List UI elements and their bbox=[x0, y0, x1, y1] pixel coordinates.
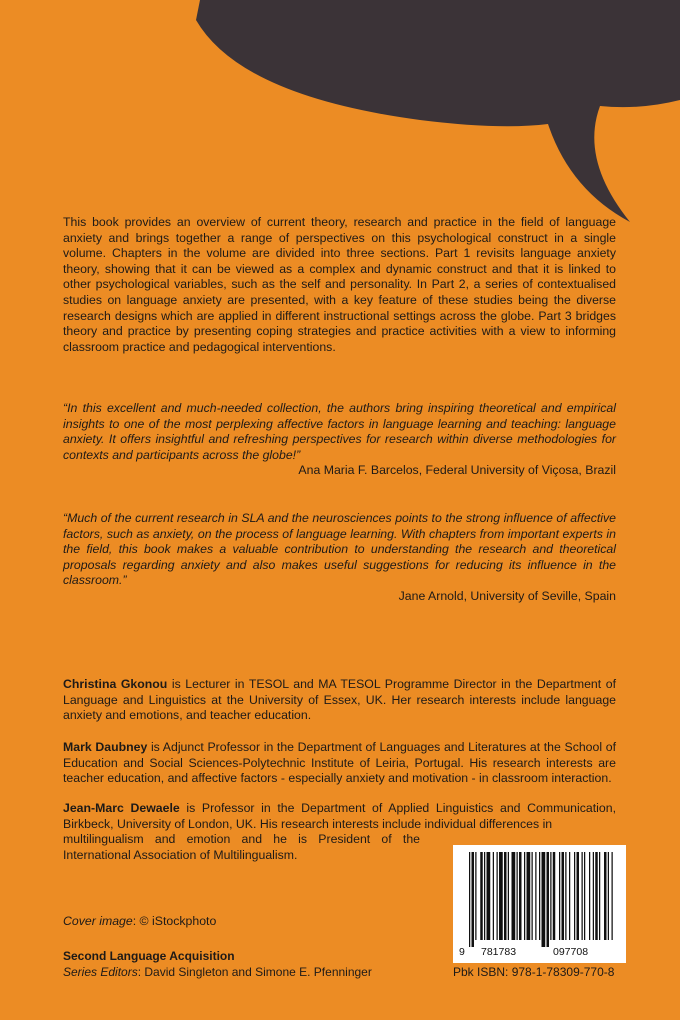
barcode-bar bbox=[527, 852, 531, 940]
barcode-bar bbox=[512, 852, 516, 940]
barcode-digits-left: 781783 bbox=[481, 946, 517, 958]
barcode-bar bbox=[499, 852, 503, 940]
barcode-bar bbox=[593, 852, 594, 940]
barcode-bar bbox=[565, 852, 566, 940]
cover-image-label: Cover image bbox=[63, 914, 133, 928]
endorsement-quote: “Much of the current research in SLA and the neurosciences points to the strong influence of affective factors, such as anxiety, on the process of language learning. With chapters from important experts in the field, this book makes a valuable contribution to understanding the research and theoretical proposals regarding anxiety and also makes useful suggestions for reducing its influence in the classroom.” bbox=[63, 511, 616, 588]
barcode-bar bbox=[487, 852, 491, 940]
barcode-bar bbox=[519, 852, 522, 940]
author-bio-text: is Lecturer in TESOL and MA TESOL Programme Director in the Department of Language and Linguistics at the University of Essex, UK. Her research interests include language anxiety and emotions, and teacher education. bbox=[63, 677, 616, 723]
author-bio-daubney bbox=[63, 740, 616, 787]
series-editors bbox=[63, 965, 372, 981]
barcode-bar bbox=[547, 852, 550, 947]
author-bio-gkonou bbox=[63, 677, 616, 724]
barcode-bar bbox=[599, 852, 600, 940]
cover-image-credit bbox=[63, 914, 216, 930]
endorsement-2 bbox=[63, 511, 616, 605]
barcode-bar bbox=[595, 852, 598, 940]
barcode-bar bbox=[532, 852, 533, 940]
speech-bubble-graphic bbox=[0, 0, 680, 240]
barcode-bar bbox=[497, 852, 498, 940]
barcode-bar bbox=[535, 852, 536, 940]
author-name: Mark Daubney bbox=[63, 740, 148, 754]
barcode-bar bbox=[517, 852, 518, 940]
book-description: This book provides an overview of current theory, research and practice in the field of language anxiety and brings together a range of perspectives on this psychological construct in a single volume. Chapters in the volume are divided into three sections. Part 1 revisits language anxiety theory, showing that it can be viewed as a complex and dynamic construct and that it is linked to other psychological variables, such as the self and personality. In Part 2, a series of contextualised studies on language anxiety are presented, with a key feature of these studies being the diverse research designs which are applied in different instructional settings across the globe. Part 3 bridges theory and practice by presenting coping strategies and practice activities with a view to informing classroom practice and pedagogical interventions. bbox=[63, 215, 616, 354]
barcode-bar bbox=[562, 852, 565, 940]
barcode-bar bbox=[612, 852, 613, 940]
barcode-box bbox=[453, 845, 626, 963]
barcode-bar bbox=[569, 852, 570, 940]
barcode-bar bbox=[469, 852, 470, 947]
author-name: Jean-Marc Dewaele bbox=[63, 801, 180, 815]
series-editors-label: Series Editors bbox=[63, 965, 138, 979]
barcode-bar bbox=[480, 852, 483, 940]
series-title: Second Language Acquisition bbox=[63, 949, 235, 963]
author-bio-text: is Adjunct Professor in the Department of Languages and Literatures at the School of Education and Social Sciences-Polytechnic Institute of Leiria, Portugal. His research interests are teacher education, and affective factors - especially anxiety and motivation - in classroom interaction. bbox=[63, 740, 616, 786]
barcode-bar bbox=[484, 852, 485, 940]
endorsement-attribution: Jane Arnold, University of Seville, Spain bbox=[398, 588, 616, 603]
barcode-bar bbox=[550, 852, 551, 940]
barcode-bar bbox=[584, 852, 585, 940]
barcode-bar bbox=[504, 852, 507, 940]
author-bio-text: multilingualism and emotion and he is President of the bbox=[63, 832, 420, 847]
barcode-bar bbox=[493, 852, 494, 940]
barcode-bar bbox=[604, 852, 607, 940]
barcode-bar bbox=[508, 852, 509, 940]
endorsement-quote: “In this excellent and much-needed collection, the authors bring inspiring theoretical and empirical insights to one of the most perplexing affective factors in language learning and teaching: language anxiety. It offers insightful and refreshing perspectives for research within diverse methodologies for contexts and participants across the globe!” bbox=[63, 401, 616, 462]
barcode-bar bbox=[475, 852, 476, 940]
isbn-text: Pbk ISBN: 978-1-78309-770-8 bbox=[453, 965, 615, 979]
barcode-digit-first: 9 bbox=[459, 946, 465, 958]
endorsement-1 bbox=[63, 401, 616, 479]
barcode-graphic bbox=[453, 845, 626, 963]
barcode-bar bbox=[577, 852, 580, 940]
barcode-bar bbox=[472, 852, 475, 947]
barcode-bar bbox=[608, 852, 609, 940]
barcode-bar bbox=[553, 852, 556, 940]
barcode-bar bbox=[574, 852, 575, 940]
barcode-bar bbox=[589, 852, 590, 940]
barcode-bar bbox=[582, 852, 583, 940]
endorsement-attribution: Ana Maria F. Barcelos, Federal University of Viçosa, Brazil bbox=[298, 463, 616, 478]
barcode-bar bbox=[524, 852, 525, 940]
barcode-digits-right: 097708 bbox=[553, 946, 589, 958]
author-bio-text: International Association of Multilingualism. bbox=[63, 847, 298, 862]
barcode-bar bbox=[539, 852, 540, 940]
author-bio-text: is Professor in the Department of Applied Linguistics and Communication, Birkbeck, University of London, UK. His research interests include individual differences in bbox=[63, 801, 616, 831]
barcode-bar bbox=[559, 852, 560, 940]
series-editors-names: : David Singleton and Simone E. Pfenninger bbox=[137, 965, 372, 979]
cover-image-source: : © iStockphoto bbox=[132, 914, 217, 928]
author-name: Christina Gkonou bbox=[63, 677, 168, 691]
barcode-bar bbox=[542, 852, 546, 947]
